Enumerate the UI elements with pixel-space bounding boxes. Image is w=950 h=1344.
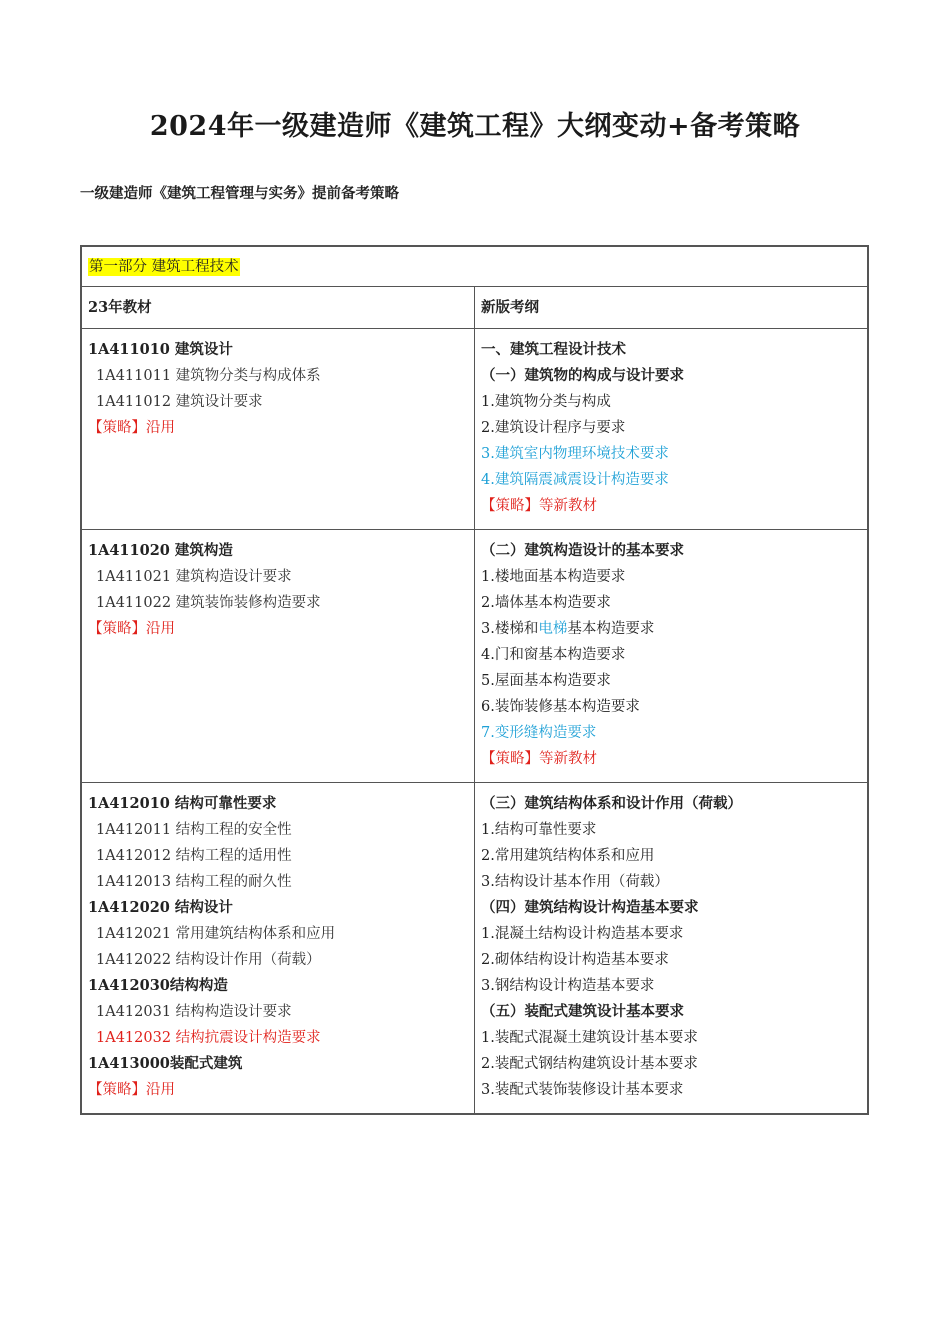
section-heading: 1A413000装配式建筑 <box>88 1054 243 1072</box>
outline-item: 1.装配式混凝土建筑设计基本要求 <box>481 1029 698 1046</box>
old-textbook-cell <box>81 529 475 782</box>
section-item: 1A412022 结构设计作用（荷载） <box>96 951 321 968</box>
outline-item <box>481 616 861 642</box>
subsection-heading: （一）建筑物的构成与设计要求 <box>481 366 684 384</box>
section-item: 1A412012 结构工程的适用性 <box>96 847 292 864</box>
outline-item-new-word: 电梯 <box>538 620 568 637</box>
outline-item: 2.建筑设计程序与要求 <box>481 419 626 436</box>
subsection-heading: （五）装配式建筑设计基本要求 <box>481 1002 684 1020</box>
outline-item: 3.结构设计基本作用（荷载） <box>481 873 669 890</box>
outline-item: 1.建筑物分类与构成 <box>481 393 611 410</box>
page-subtitle: 一级建造师《建筑工程管理与实务》提前备考策略 <box>80 185 399 202</box>
section-item: 1A412031 结构构造设计要求 <box>96 1003 292 1020</box>
strategy-note: 【策略】等新教材 <box>481 750 597 767</box>
section-item: 1A411022 建筑装饰装修构造要求 <box>96 594 321 611</box>
column-header-old: 23年教材 <box>81 286 475 328</box>
outline-item-new: 3.建筑室内物理环境技术要求 <box>481 445 669 462</box>
section-item: 1A412011 结构工程的安全性 <box>96 821 292 838</box>
section-item: 1A412021 常用建筑结构体系和应用 <box>96 925 336 942</box>
outline-item: 1.楼地面基本构造要求 <box>481 568 626 585</box>
outline-item-new: 7.变形缝构造要求 <box>481 724 597 741</box>
outline-comparison-table <box>80 245 869 1115</box>
section-heading: 1A411010 建筑设计 <box>88 340 233 358</box>
outline-item: 3.钢结构设计构造基本要求 <box>481 977 655 994</box>
page-title: 2024年一级建造师《建筑工程》大纲变动+备考策略 <box>149 111 801 142</box>
new-outline-cell <box>475 782 869 1114</box>
outline-item: 2.砌体结构设计构造基本要求 <box>481 951 669 968</box>
outline-item: 5.屋面基本构造要求 <box>481 672 611 689</box>
strategy-note: 【策略】沿用 <box>88 1081 175 1098</box>
outline-item-text: 基本构造要求 <box>567 620 655 637</box>
section-item: 1A412013 结构工程的耐久性 <box>96 873 292 890</box>
section-heading: 1A412030结构构造 <box>88 976 228 994</box>
section-heading: 1A412010 结构可靠性要求 <box>88 794 277 812</box>
section-heading: 1A411020 建筑构造 <box>88 541 233 559</box>
table-row <box>81 529 868 782</box>
old-textbook-cell <box>81 782 475 1114</box>
section-item: 1A411012 建筑设计要求 <box>96 393 263 410</box>
outline-item-new: 4.建筑隔震减震设计构造要求 <box>481 471 669 488</box>
part-header-cell <box>81 246 868 286</box>
outline-item: 2.装配式钢结构建筑设计基本要求 <box>481 1055 698 1072</box>
chapter-heading: 一、建筑工程设计技术 <box>481 340 626 358</box>
outline-item: 2.常用建筑结构体系和应用 <box>481 847 655 864</box>
subsection-heading: （二）建筑构造设计的基本要求 <box>481 541 684 559</box>
outline-item: 1.结构可靠性要求 <box>481 821 597 838</box>
section-item: 1A411021 建筑构造设计要求 <box>96 568 292 585</box>
table-row <box>81 328 868 529</box>
strategy-note: 【策略】沿用 <box>88 419 175 436</box>
new-outline-cell <box>475 529 869 782</box>
outline-item: 2.墙体基本构造要求 <box>481 594 611 611</box>
section-item: 1A411011 建筑物分类与构成体系 <box>96 367 321 384</box>
old-textbook-cell <box>81 328 475 529</box>
section-item-changed: 1A412032 结构抗震设计构造要求 <box>96 1029 321 1046</box>
outline-item: 1.混凝土结构设计构造基本要求 <box>481 925 684 942</box>
table-row <box>81 782 868 1114</box>
strategy-note: 【策略】沿用 <box>88 620 175 637</box>
subsection-heading: （四）建筑结构设计构造基本要求 <box>481 898 699 916</box>
subsection-heading: （三）建筑结构体系和设计作用（荷载） <box>481 794 742 812</box>
new-outline-cell <box>475 328 869 529</box>
outline-item: 3.装配式装饰装修设计基本要求 <box>481 1081 684 1098</box>
strategy-note: 【策略】等新教材 <box>481 497 597 514</box>
part-label: 第一部分 建筑工程技术 <box>89 259 239 275</box>
outline-item: 6.装饰装修基本构造要求 <box>481 698 640 715</box>
outline-item: 4.门和窗基本构造要求 <box>481 646 626 663</box>
column-header-new: 新版考纲 <box>475 286 869 328</box>
outline-item-text: 3.楼梯和 <box>481 620 539 637</box>
section-heading: 1A412020 结构设计 <box>88 898 233 916</box>
